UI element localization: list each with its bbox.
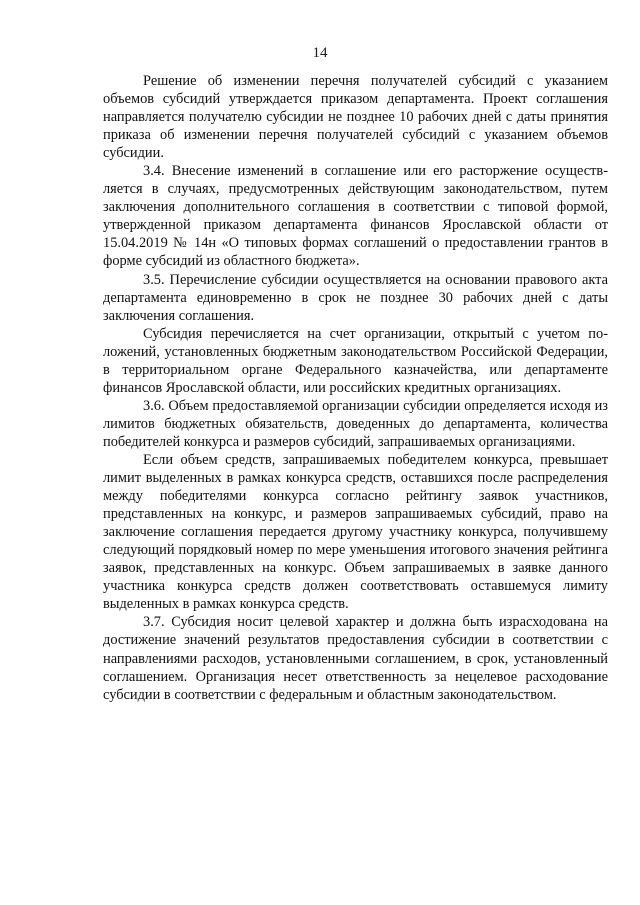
paragraph-subsidy-transfer-account: Субсидия перечисляется на счет организации, открытый с учетом положений, установленных бюджетным законодательством Российской Федерации, в территориальном органе Федерального казначейства, или департаменте финансов Ярославской области, или российских кредитных организациях. <box>103 325 608 396</box>
paragraph-3-5: 3.5. Перечисление субсидии осуществляется на основании правового акта департамента единовременно в срок не позднее 30 рабочих дней с даты заключения соглашения. <box>103 271 608 324</box>
paragraph-limit-exceeded: Если объем средств, запрашиваемых победителем конкурса, превышает лимит выделенных в рамках конкурса средств, оставшихся после распределения между победителями конкурса согласно рейтингу заявок участников, представленных на конкурс, и размеров запрашиваемых субсидий, право на заключение соглашения передается другому участнику конкурса, получившему следующий порядковый номер по мере уменьшения итогового значения рейтинга заявок, представленных на конкурс. Объем запрашиваемых в заявке данного участника конкурса средств должен соответствовать оставшемуся лимиту выделенных в рамках конкурса средств. <box>103 451 608 613</box>
document-body <box>103 72 608 704</box>
page-number: 14 <box>312 45 328 61</box>
paragraph-3-4: 3.4. Внесение изменений в соглашение или его расторжение осуществляется в случаях, предусмотренных действующим законодательством, путем заключения дополнительного соглашения в соответствии с типовой формой, утвержденной приказом департамента финансов Ярославской области от 15.04.2019 № 14н «О типовых формах соглашений о предоставлении грантов в форме субсидий из областного бюджета». <box>103 163 608 270</box>
paragraph-3-7: 3.7. Субсидия носит целевой характер и должна быть израсходована на достижение значений результатов предоставления субсидии в соответствии с направлениями расходов, установленными соглашением, в срок, установленный соглашением. Организация несет ответственность за нецелевое расходование субсидии в соответствии с федеральным и областным законодательством. <box>103 614 608 703</box>
paragraph-subsidy-list-decision: Решение об изменении перечня получателей субсидий с указанием объемов субсидий утверждается приказом департамента. Проект соглашения направляется получателю субсидии не позднее 10 рабочих дней с даты принятия приказа об изменении перечня получателей субсидий с указанием объемов субсидии. <box>103 73 608 162</box>
paragraph-3-6: 3.6. Объем предоставляемой организации субсидии определяется исходя из лимитов бюджетных обязательств, доведенных до департамента, количества победителей конкурса и размеров субсидий, запрашиваемых организациями. <box>103 397 608 450</box>
